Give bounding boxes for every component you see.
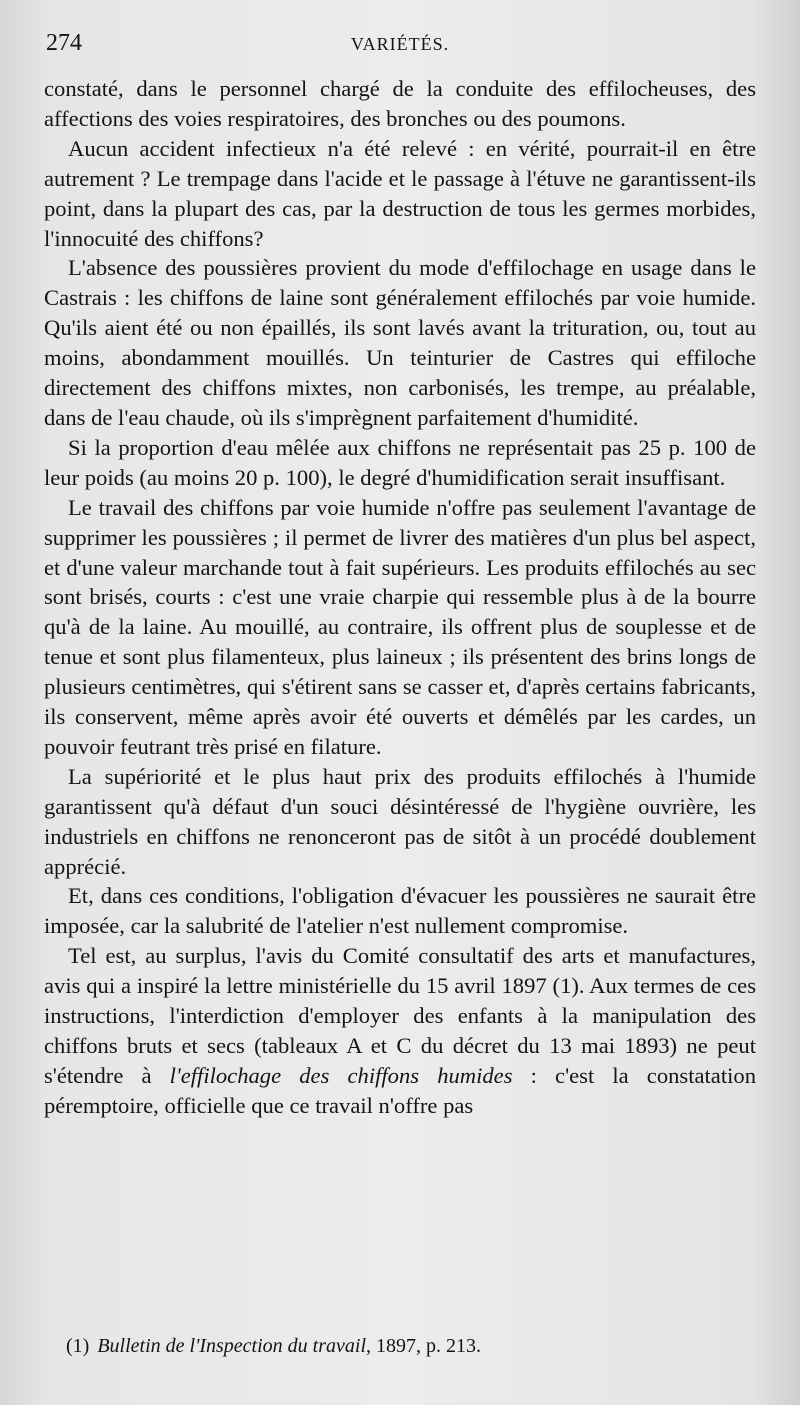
page-number: 274 [46, 30, 82, 56]
body-text [44, 74, 756, 1121]
footnote [66, 1333, 756, 1359]
footnote-details: , 1897, p. 213. [366, 1335, 481, 1357]
page-header [46, 30, 754, 60]
paragraph-8-tail: : c'est la constatation péremptoire, officielle que ce travail n'offre pas [44, 1062, 756, 1118]
paragraph-5: Le travail des chiffons par voie humide n'offre pas seulement l'avantage de supprimer les poussières ; il permet de livrer des matières d'un plus bel aspect, et d'une valeur marchande tout à fait supérieurs. Les produits effilochés au sec sont brisés, courts : c'est une vraie charpie qui ressemble plus à de la bourre qu'à de la laine. Au mouillé, au contraire, ils offrent plus de souplesse et de tenue et sont plus filamenteux, plus laineux ; ils présentent des brins longs de plusieurs centimètres, qui s'étirent sans se casser et, d'après certains fabricants, ils conservent, même après avoir été ouverts et démêlés par les cardes, un pouvoir feutrant très prisé en filature. [44, 494, 756, 759]
running-head: VARIÉTÉS. [350, 34, 450, 54]
paragraph-8-lead: Tel est, au surplus, l'avis du Comité consultatif des arts et manufactures, avis qui a inspiré la lettre ministérielle du 15 avril 1897 (1). Aux termes de ces instructions, l'interdiction d'employer des enfants à la manipulation des chiffons bruts et secs (tableaux A et C du décret du 13 mai 1893) ne peut s'étendre à [44, 943, 756, 1088]
paragraph-8-emphasis: l'effilochage des chiffons humides [169, 1062, 513, 1088]
paragraph-7: Et, dans ces conditions, l'obligation d'évacuer les poussières ne saurait être imposée, car la salubrité de l'atelier n'est nullement compromise. [44, 883, 756, 939]
paragraph-1: constaté, dans le personnel chargé de la conduite des effilocheuses, des affections des voies respiratoires, des bronches ou des poumons. [44, 76, 756, 131]
footnote-marker: (1) [66, 1335, 90, 1357]
footnote-title: Bulletin de l'Inspection du travail [97, 1335, 366, 1357]
paragraph-6: La supériorité et le plus haut prix des produits effilochés à l'humide garantissent qu'à défaut d'un souci désintéressé de l'hygiène ouvrière, les industriels en chiffons ne renonceront pas de sitôt à un procédé doublement apprécié. [44, 763, 756, 879]
paragraph-3: L'absence des poussières provient du mode d'effilochage en usage dans le Castrais : les chiffons de laine sont généralement effilochés par voie humide. Qu'ils aient été ou non épaillés, ils sont lavés avant la trituration, ou, tout au moins, abondamment mouillés. Un teinturier de Castres qui effiloche directement des chiffons mixtes, non carbonisés, les trempe, au préalable, dans de l'eau chaude, où ils s'imprègnent parfaitement d'humidité. [44, 255, 756, 430]
paragraph-8 [44, 941, 756, 1120]
paragraph-4: Si la proportion d'eau mêlée aux chiffons ne représentait pas 25 p. 100 de leur poids (au moins 20 p. 100), le degré d'humidification serait insuffisant. [44, 434, 756, 490]
paragraph-2: Aucun accident infectieux n'a été relevé : en vérité, pourrait-il en être autrement ? Le trempage dans l'acide et le passage à l'étuve ne garantissent-ils point, dans la plupart des cas, par la destruction de tous les germes morbides, l'innocuité des chiffons? [44, 135, 756, 251]
